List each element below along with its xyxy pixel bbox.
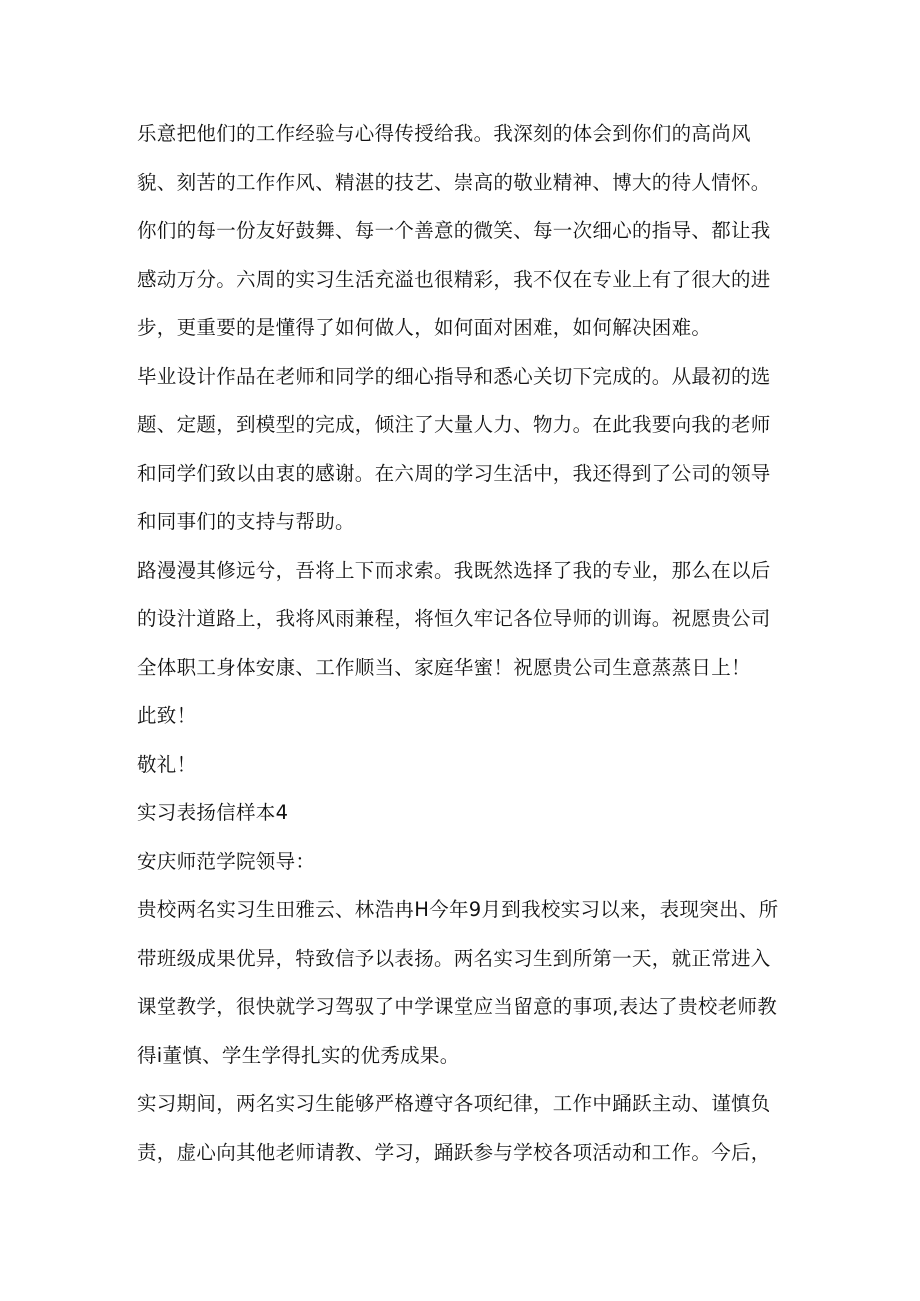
text-line: 感动万分。六周的实习生活充溢也很精彩，我不仅在专业上有了很大的进 <box>137 267 771 291</box>
letter-body <box>137 110 787 1177</box>
closing-line: 敬礼！ <box>137 752 197 776</box>
text-line: 得i董慎、学生学得扎实的优秀成果。 <box>137 1043 460 1067</box>
text-line: 毕业设计作品在老师和同学的细心指导和悉心关切下完成的。从最初的选 <box>137 364 771 388</box>
text-line: 题、定题，到模型的完成，倾注了大量人力、物力。在此我要向我的老师 <box>137 413 771 436</box>
text-line: 和同学们致以由衷的感谢。在六周的学习生活中，我还得到了公司的领导 <box>137 461 771 485</box>
text-line: 步，更重要的是懂得了如何做人，如何面对困难，如何解决困难。 <box>137 316 712 339</box>
text-line: 和同事们的支持与帮助。 <box>137 510 355 533</box>
text-line: 贵校两名实习生田雅云、林浩冉H今年9月到我校实习以来，表现突出、所 <box>137 898 779 921</box>
text-line: 貌、刻苦的工作作风、精湛的技艺、崇高的敬业精神、博大的待人情怀。 <box>137 170 771 194</box>
section-heading: 实习表扬信样本4 <box>137 801 289 824</box>
text-line: 带班级成果优异，特致信予以表扬。两名实习生到所第一天，就正常进入 <box>137 946 771 970</box>
text-line: 路漫漫其修远兮，吾将上下而求索。我既然选择了我的专业，那么在以后 <box>137 558 771 582</box>
closing-line: 此致！ <box>137 704 197 727</box>
text-line: 乐意把他们的工作经验与心得传授给我。我深刻的体会到你们的高尚风 <box>137 122 751 145</box>
text-line: 全体职工身体安康、工作顺当、家庭华蜜！祝愿贵公司生意蒸蒸日上！ <box>137 655 751 679</box>
text-line: 实习期间，两名实习生能够严格遵守各项纪律，工作中踊跃主动、谨慎负 <box>137 1092 771 1115</box>
text-line: 你们的每一份友好鼓舞、每一个善意的微笑、每一次细心的指导、都让我 <box>137 219 771 242</box>
text-line: 责，虚心向其他老师请教、学习，踊跃参与学校各项活动和工作。今后， <box>137 1140 771 1164</box>
text-line: 的设汁道路上，我将风雨兼程，将恒久牢记各位导师的训诲。祝愿贵公司 <box>137 607 771 630</box>
salutation: 安庆师范学院领导： <box>137 849 316 873</box>
text-line: 课堂教学，很快就学习驾驭了中学课堂应当留意的事项,表达了贵校老师教 <box>137 995 778 1018</box>
